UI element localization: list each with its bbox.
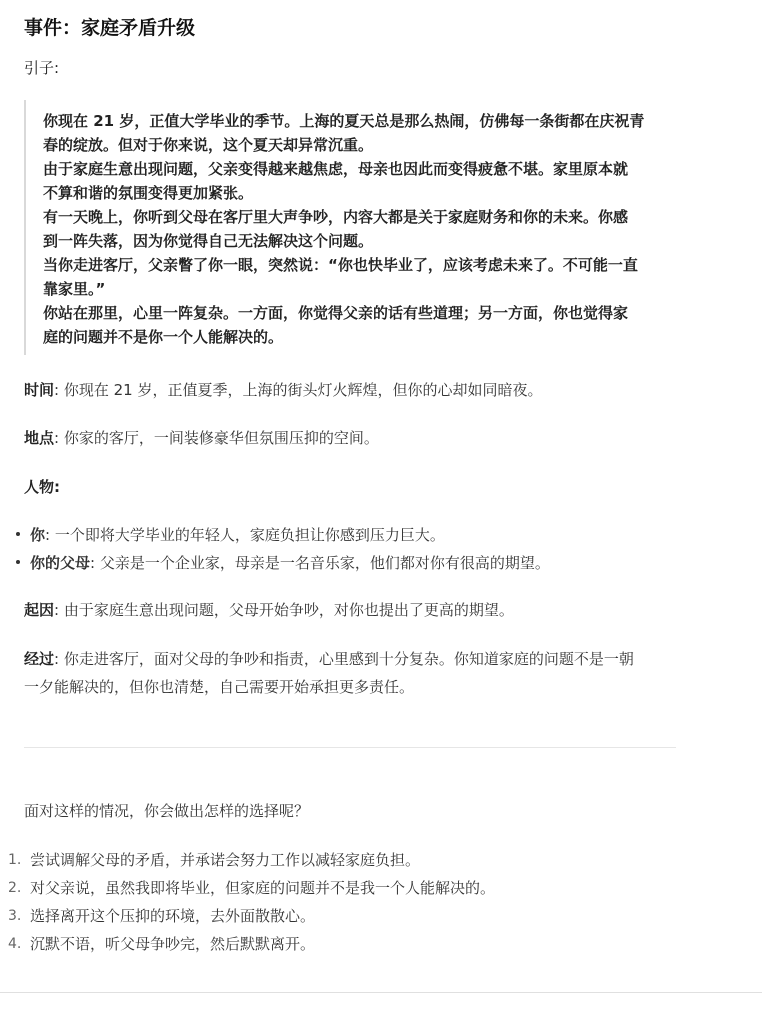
process-text: : 你走进客厅，面对父母的争吵和指责，心里感到十分复杂。你知道家庭的问题不是一朝 [54,650,634,668]
time-text: : 你现在 21 岁，正值夏季，上海的街头灯火辉煌，但你的心却如同暗夜。 [54,381,543,399]
option-number: 4. [8,936,22,952]
cause-row [24,596,684,624]
choice-option[interactable] [0,846,700,874]
intro-line: 你站在那里，心里一阵复杂。一方面，你觉得父亲的话有些道理；另一方面，你也觉得家 [43,304,629,322]
intro-line: 靠家里。” [43,280,106,298]
intro-blockquote [24,100,672,355]
time-row [24,376,684,404]
bottom-divider [0,992,762,993]
intro-line: 你现在 21 岁，正值大学毕业的季节。上海的夏天总是那么热闹，仿佛每一条街都在庆祝青 [43,112,645,130]
characters-list [0,521,700,577]
choice-option[interactable] [0,902,700,930]
process-text-cont: 一夕能解决的，但你也清楚，自己需要开始承担更多责任。 [24,678,415,696]
list-item [0,549,700,577]
list-item [0,521,700,549]
option-number: 1. [8,852,22,868]
option-number: 3. [8,908,22,924]
intro-line: 庭的问题并不是你一个人能解决的。 [43,328,284,346]
intro-line: 有一天晚上，你听到父母在客厅里大声争吵，内容大都是关于家庭财务和你的未来。你感 [43,208,629,226]
place-text: : 你家的客厅，一间装修豪华但氛围压抑的空间。 [54,429,379,447]
choice-options [0,846,700,958]
intro-line: 不算和谐的氛围变得更加紧张。 [43,184,254,202]
time-label: 时间 [24,381,55,399]
place-label: 地点 [24,429,55,447]
event-title: 事件：家庭矛盾升级 [24,17,196,39]
process-row [24,645,684,701]
intro-label: 引子: [24,59,60,77]
option-text: 尝试调解父母的矛盾，并承诺会努力工作以减轻家庭负担。 [30,851,421,869]
intro-line: 到一阵失落，因为你觉得自己无法解决这个问题。 [43,232,374,250]
option-number: 2. [8,880,22,896]
place-row [24,424,684,452]
choice-option[interactable] [0,874,700,902]
option-text: 选择离开这个压抑的环境，去外面散散心。 [30,907,316,925]
cause-text: : 由于家庭生意出现问题，父母开始争吵，对你也提出了更高的期望。 [54,601,514,619]
bullet-dot-icon [16,532,20,536]
option-text: 对父亲说，虽然我即将毕业，但家庭的问题并不是我一个人能解决的。 [30,879,496,897]
intro-line: 春的绽放。但对于你来说，这个夏天却异常沉重。 [43,136,374,154]
bullet-dot-icon [16,560,20,564]
process-label: 经过 [24,650,55,668]
section-divider [24,747,676,748]
characters-label: 人物: [24,478,60,496]
character-name: 你 [30,526,46,544]
choice-question: 面对这样的情况，你会做出怎样的选择呢？ [24,802,310,820]
intro-line: 由于家庭生意出现问题，父亲变得越来越焦虑，母亲也因此而变得疲惫不堪。家里原本就 [43,160,629,178]
cause-label: 起因 [24,601,55,619]
intro-line: 当你走进客厅，父亲瞥了你一眼，突然说：“你也快毕业了，应该考虑未来了。不可能一直 [43,256,638,274]
character-name: 你的父母 [30,554,91,572]
choice-option[interactable] [0,930,700,958]
character-desc: : 父亲是一个企业家，母亲是一名音乐家，他们都对你有很高的期望。 [90,554,550,572]
character-desc: : 一个即将大学毕业的年轻人，家庭负担让你感到压力巨大。 [45,526,445,544]
option-text: 沉默不语，听父母争吵完，然后默默离开。 [30,935,316,953]
